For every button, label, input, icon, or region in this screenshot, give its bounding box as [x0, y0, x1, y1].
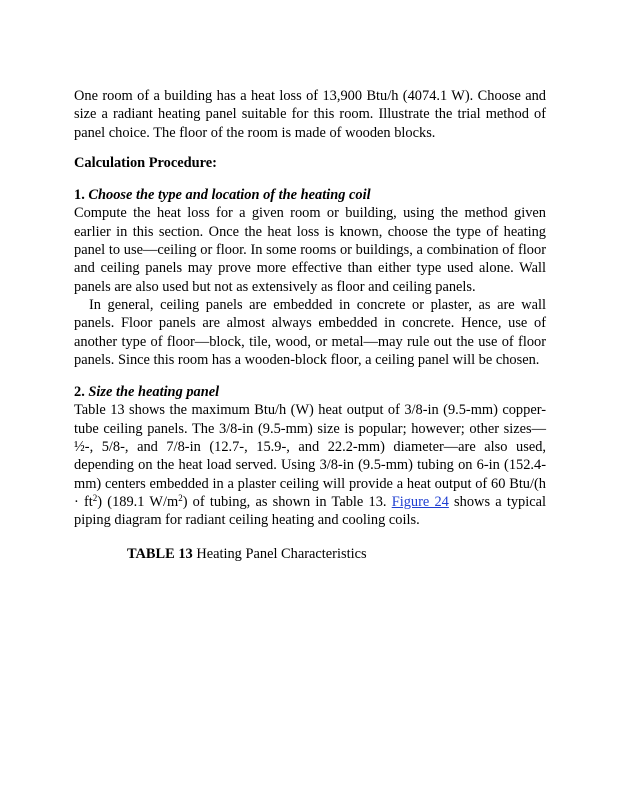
table-label: TABLE 13 — [127, 545, 193, 562]
problem-statement: One room of a building has a heat loss of 13,900 Btu/h (4074.1 W). Choose and size a radiant heating panel suitable for this room. Illustrate the trial method of panel choice. The floor of the room is made of wooden blocks. — [74, 88, 546, 141]
step-2-number: 2. — [74, 384, 85, 401]
step-2-text-a: Table 13 shows the maximum Btu/h (W) heat output of 3/8-in (9.5-mm) copper-tube ceiling panels. The 3/8-in (9.5-mm) size is popular; however; other sizes—½-, 5/8-, and 7/8-in (12.7-, 15.9-, and 22.2-mm) diameter—are also used, depending on the heat load served. Using 3/8-in (9.5-mm) tubing on 6-in (152.4-mm) centers embedded in a plaster ceiling will provide a heat output of 60 Btu/(h · ft — [74, 402, 546, 510]
step-2-text-d: shows a typical piping diagram for radiant ceiling heating and cooling coils. — [74, 493, 546, 529]
step-2-title: Size the heating panel — [88, 384, 220, 401]
superscript-2a: 2 — [92, 492, 98, 503]
procedure-heading: Calculation Procedure: — [74, 154, 217, 171]
step-1-title: Choose the type and location of the heating coil — [88, 187, 371, 204]
step-1-paragraph-1: Compute the heat loss for a given room or building, using the method given earlier in this section. Once the heat loss is known, choose the type of heating panel to use—ceiling or floor. In some rooms or buildings, a combination of floor and ceiling panels may prove more effective than either type used alone. Wall panels are also used but not as extensively as floor and ceiling panels. — [74, 205, 546, 295]
table-title: Heating Panel Characteristics — [196, 545, 367, 562]
figure-24-link[interactable]: Figure 24 — [391, 493, 449, 510]
step-1-paragraph-2: In general, ceiling panels are embedded in concrete or plaster, as are wall panels. Floor panels are almost always embedded in concrete. Hence, use of another type of floor—block, tile, wood, or metal—may rule out the use of floor panels. Since this room has a wooden-block floor, a ceiling panel will be chosen. — [74, 296, 546, 368]
step-2-text-b: ) (189.1 W/m — [97, 493, 179, 510]
step-2-text-c: ) of tubing, as shown in Table 13. — [182, 493, 387, 510]
step-1-heading — [74, 186, 546, 204]
document-page — [74, 87, 546, 563]
step-1-number: 1. — [74, 187, 85, 204]
table-caption — [74, 545, 546, 563]
superscript-2b: 2 — [178, 492, 183, 503]
step-2-paragraph — [74, 401, 546, 529]
step-2-heading — [74, 383, 546, 401]
